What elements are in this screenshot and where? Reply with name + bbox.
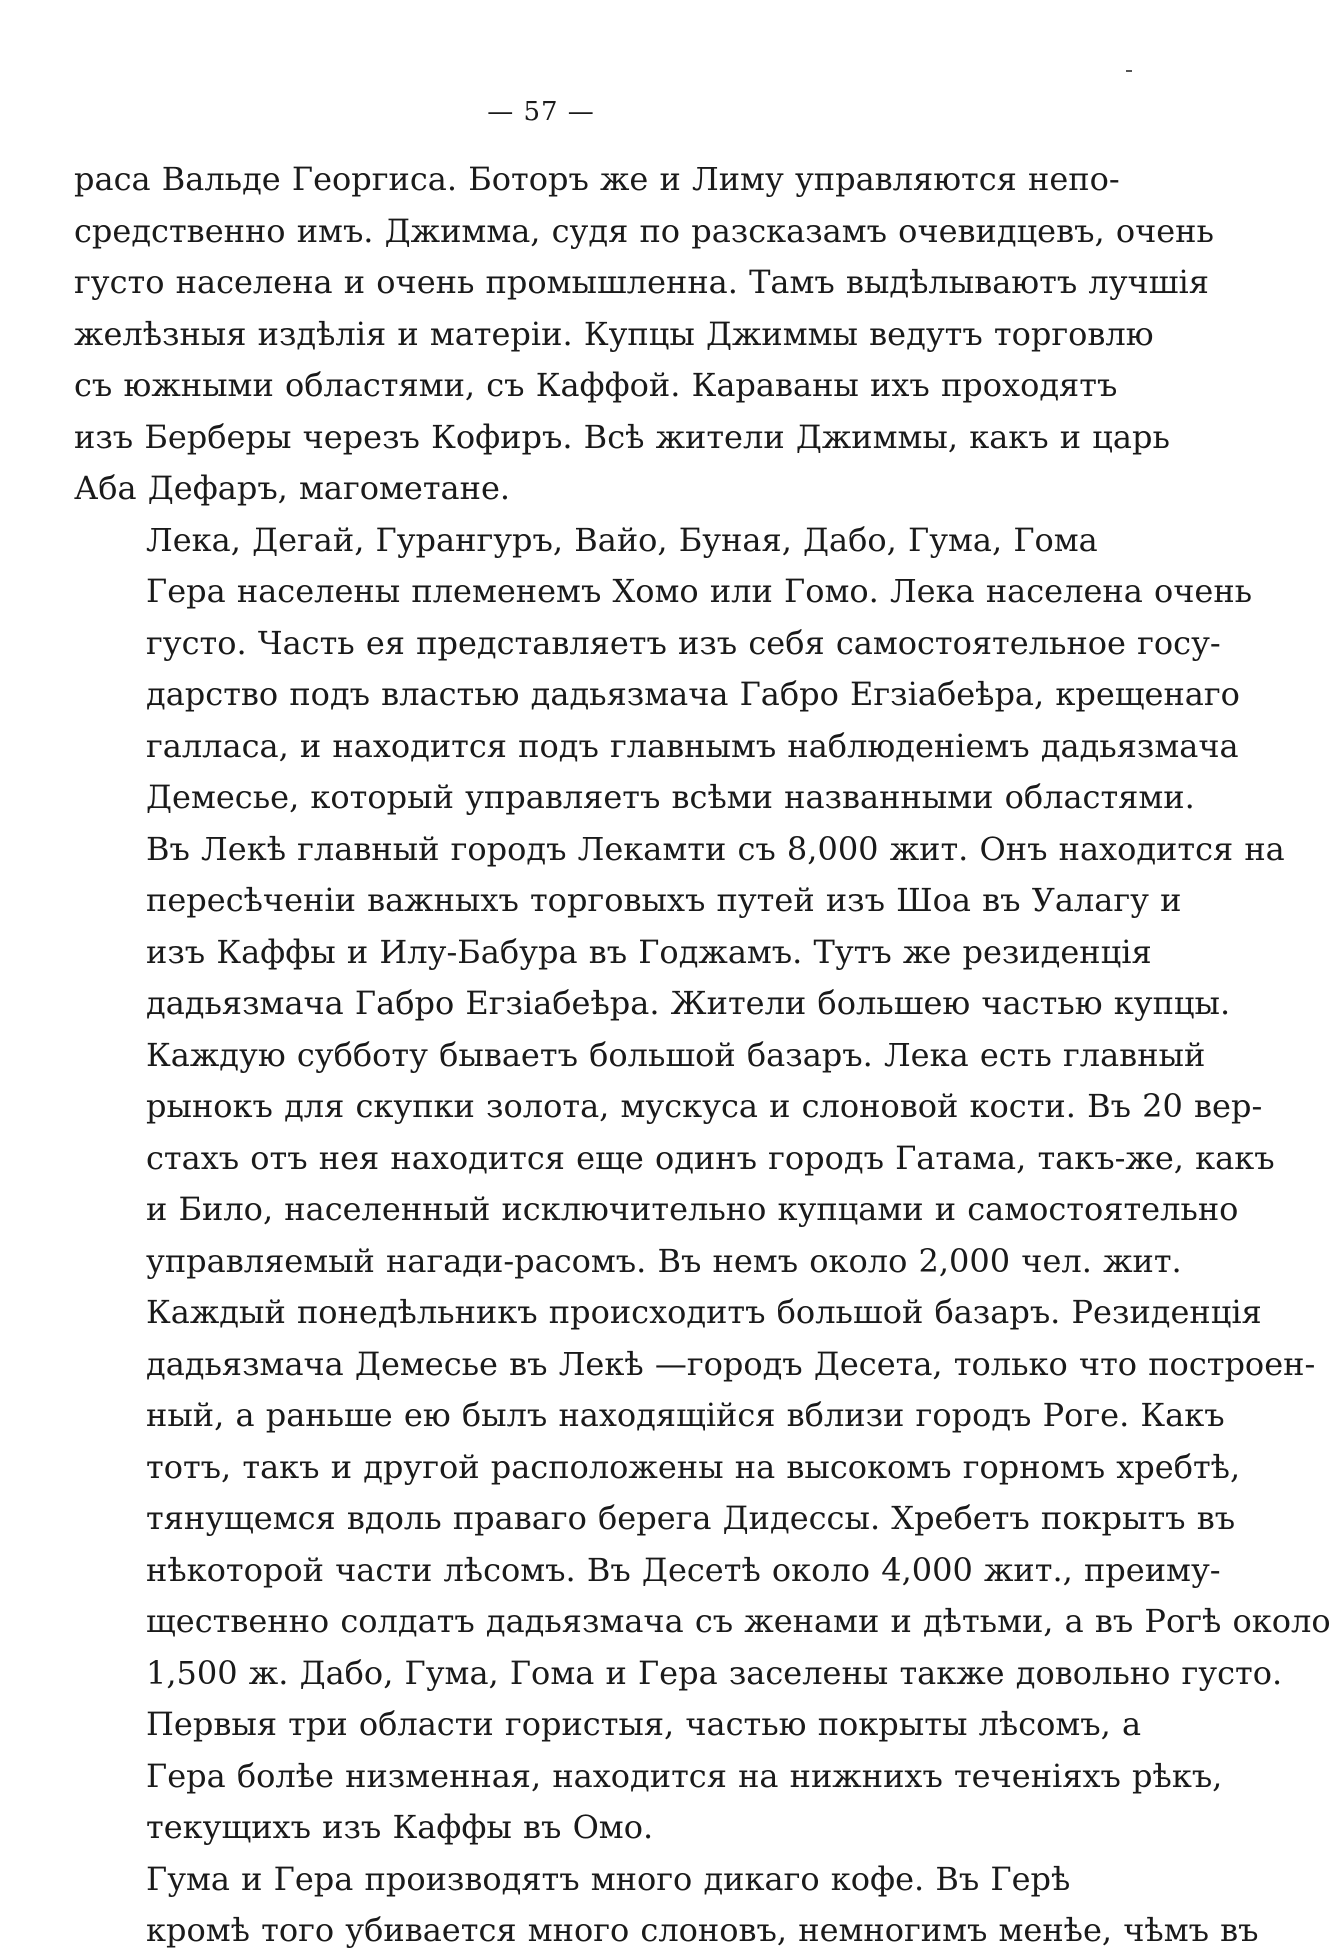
text-line: стахъ отъ нея находится еще одинъ городъ Гатама, такъ-же, какъ xyxy=(146,1138,1275,1177)
text-line: Гера болѣе низменная, находится на нижнихъ теченіяхъ рѣкъ, xyxy=(146,1756,1223,1795)
text-line: дадьязмача Габро Егзіабеѣра. Жители большею частью купцы. xyxy=(146,984,1231,1022)
text-line: тотъ, такъ и другой расположены на высокомъ горномъ хребтѣ, xyxy=(146,1447,1241,1486)
paragraph-4 xyxy=(74,1854,1259,1957)
text-line: щественно солдатъ дадьязмача съ женами и дѣтьми, а въ Рогѣ около xyxy=(146,1602,1331,1640)
text-line: Каждый понедѣльникъ происходитъ большой базаръ. Резиденція xyxy=(146,1293,1262,1331)
text-line: пересѣченіи важныхъ торговыхъ путей изъ Шоа въ Уалагу и xyxy=(146,881,1182,919)
text-line: управляемый нагади-расомъ. Въ немъ около 2,000 чел. жит. xyxy=(146,1241,1182,1280)
text-line: Первыя три области гористыя, частью покрыты лѣсомъ, а xyxy=(146,1705,1142,1743)
text-line: 1,500 ж. Дабо, Гума, Гома и Гера заселены также довольно густо. xyxy=(146,1653,1283,1692)
text-line: Въ Лекѣ главный городъ Лекамти съ 8,000 жит. Онъ находится на xyxy=(146,829,1285,868)
text-line: Аба Дефаръ, магометане. xyxy=(74,469,511,507)
text-line: дадьязмача Демесье въ Лекѣ —городъ Десета, только что построен- xyxy=(146,1344,1316,1383)
paragraph-1 xyxy=(74,154,1214,515)
text-line: галласа, и находится подъ главнымъ наблюденіемъ дадьязмача xyxy=(146,726,1239,765)
text-line: дарство подъ властью дадьязмача Габро Егзіабеѣра, крещенаго xyxy=(146,675,1240,713)
text-line: Гума и Гера производятъ много дикаго кофе. Въ Герѣ xyxy=(146,1859,1071,1898)
text-line: изъ Берберы черезъ Кофиръ. Всѣ жители Джиммы, какъ и царь xyxy=(74,417,1170,456)
text-line: тянущемся вдоль праваго берега Дидессы. Хребетъ покрытъ въ xyxy=(146,1499,1236,1537)
text-line: текущихъ изъ Каффы въ Омо. xyxy=(146,1808,654,1846)
text-line: ный, а раньше ею былъ находящійся вблизи городъ Роге. Какъ xyxy=(146,1396,1225,1434)
paragraph-2 xyxy=(74,515,1331,1700)
text-line: Лека, Дегай, Гурангуръ, Вайо, Буная, Дабо, Гума, Гома xyxy=(146,520,1098,559)
text-line: густо населена и очень промышленна. Тамъ выдѣлываютъ лучшія xyxy=(74,263,1209,301)
text-line: желѣзныя издѣлія и матеріи. Купцы Джиммы ведутъ торговлю xyxy=(74,314,1154,353)
text-line: изъ Каффы и Илу-Бабура въ Годжамъ. Тутъ же резиденція xyxy=(146,932,1152,971)
page-edge-mark xyxy=(1126,70,1132,72)
text-line: раса Вальде Георгиса. Боторъ же и Лиму управляются непо- xyxy=(74,160,1120,198)
text-line: густо. Часть ея представляетъ изъ себя самостоятельное госу- xyxy=(146,623,1221,662)
text-line: средственно имъ. Джимма, судя по разсказамъ очевидцевъ, очень xyxy=(74,211,1214,250)
text-line: и Било, населенный исключительно купцами и самостоятельно xyxy=(146,1190,1239,1228)
text-line: съ южными областями, съ Каффой. Караваны ихъ проходятъ xyxy=(74,366,1118,404)
text-line: Каждую субботу бываетъ большой базаръ. Лека есть главный xyxy=(146,1035,1206,1074)
text-line: кромѣ того убивается много слоновъ, немногимъ менѣе, чѣмъ въ xyxy=(146,1911,1259,1949)
text-line: рынокъ для скупки золота, мускуса и слоновой кости. Въ 20 вер- xyxy=(146,1087,1263,1125)
text-line: Гера населены племенемъ Хомо или Гомо. Лека населена очень xyxy=(146,572,1253,610)
text-line: нѣкоторой части лѣсомъ. Въ Десетѣ около 4,000 жит., преиму- xyxy=(146,1550,1221,1589)
paragraph-3 xyxy=(74,1699,1223,1854)
text-line: Демесье, который управляетъ всѣми названными областями. xyxy=(146,778,1195,816)
page-number: — 57 — xyxy=(487,97,595,127)
